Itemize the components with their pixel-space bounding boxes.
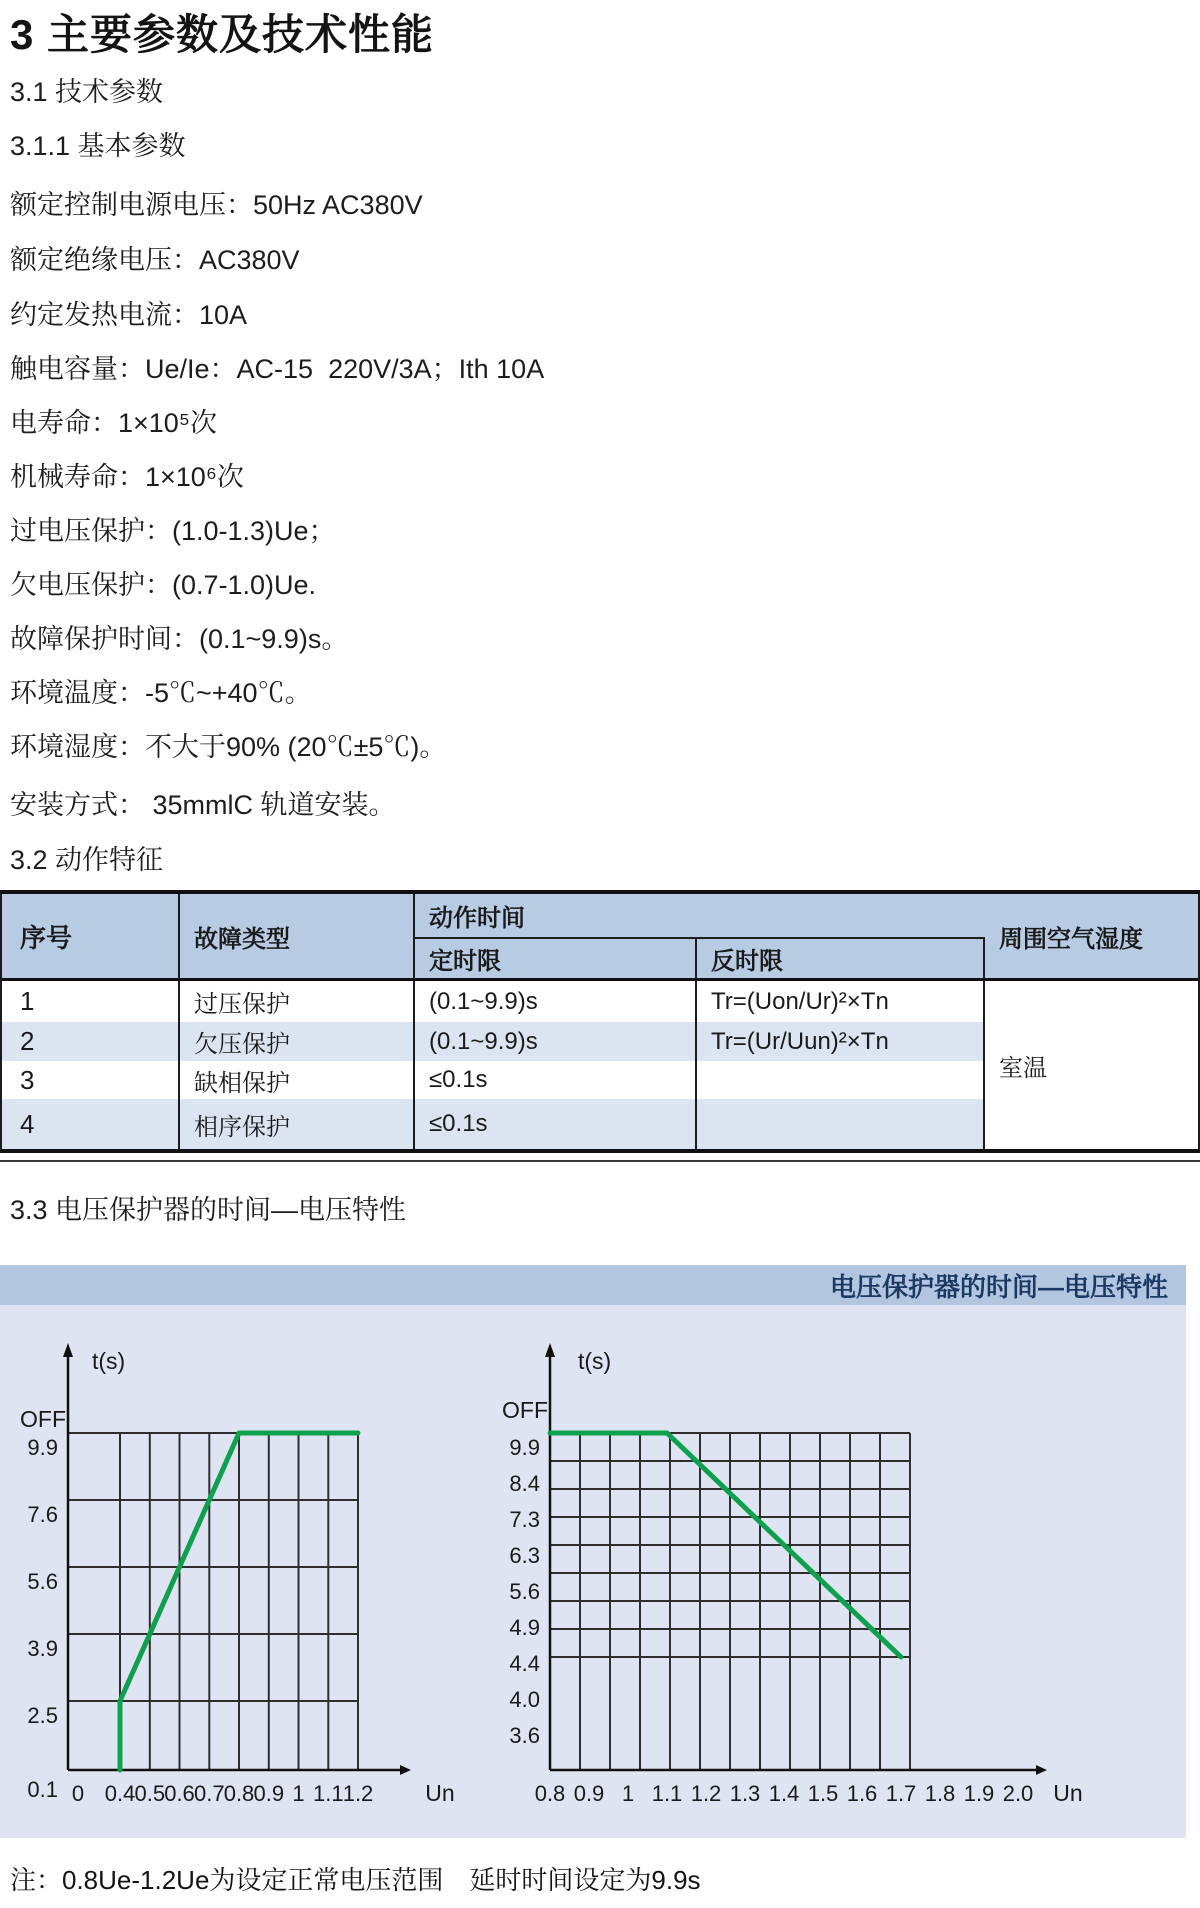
off-label: OFF [502,1397,548,1423]
y-tick-label: 4.9 [509,1615,540,1640]
spec-line: 额定控制电源电压：50Hz AC380V [10,190,423,220]
x-tick-label: 0.8 [223,1781,255,1806]
x-tick-label: 0.4 [104,1781,136,1806]
table-header-fault: 故障类型 [180,894,415,981]
spec-line: 额定绝缘电压：AC380V [10,245,300,275]
table-bottom-rule [0,1160,1200,1162]
spec-line: 触电容量：Ue/Ie：AC-15 220V/3A；Ith 10A [10,354,545,384]
table-header-action: 动作时间 [415,894,985,939]
chart-banner-title: 电压保护器的时间—电压特性 [829,1271,1168,1302]
y-axis-arrow [63,1343,73,1357]
table-cell-no: 1 [2,981,180,1022]
spec-line: 故障保护时间：(0.1~9.9)s。 [10,624,349,654]
table-cell-inverse: Tr=(Ur/Uun)²×Tn [697,1022,985,1061]
x-tick-label: 1.4 [768,1781,800,1806]
table-header-no: 序号 [2,894,180,981]
y-tick-label: 0.1 [27,1777,58,1802]
x-tick-label: 0.9 [573,1781,605,1806]
chart-banner [0,1265,1186,1305]
x-tick-label: 0 [71,1781,85,1806]
parameters-table [0,890,1200,1153]
x-tick-label: 0.9 [253,1781,285,1806]
table-cell-fixed: ≤0.1s [415,1061,697,1099]
y-tick-label: 8.4 [509,1471,540,1496]
x-tick-label: 0.5 [134,1781,166,1806]
table-header-fixed: 定时限 [415,939,697,981]
x-tick-label: 2.0 [1002,1781,1034,1806]
y-axis-title: t(s) [92,1348,126,1374]
section-3-3-title: 3.3 电压保护器的时间—电压特性 [10,1195,407,1225]
table-cell-fixed: (0.1~9.9)s [415,1022,697,1061]
spec-line: 机械寿命：1×10⁶次 [10,462,244,492]
y-axis-arrow [545,1343,555,1357]
x-tick-label: 1.1 [651,1781,683,1806]
spec-line: 电寿命：1×10⁵次 [10,408,218,438]
overvoltage-chart [480,1305,1200,1838]
x-tick-label: 1.8 [924,1781,956,1806]
table-cell-no: 4 [2,1099,180,1149]
spec-line: 欠电压保护：(0.7-1.0)Ue. [10,570,317,600]
x-tick-label: 1.5 [807,1781,839,1806]
spec-line: 过电压保护：(1.0-1.3)Ue； [10,516,336,546]
y-tick-label: 5.6 [509,1579,540,1604]
x-tick-label: 1.9 [963,1781,995,1806]
section-3-1-1-title: 3.1.1 基本参数 [10,131,186,161]
x-tick-label: 1.7 [885,1781,917,1806]
table-cell-fault: 过压保护 [180,981,415,1022]
y-tick-label: 4.0 [509,1687,540,1712]
x-tick-label: 1 [292,1781,305,1806]
x-axis-arrow [400,1765,411,1775]
table-cell-no: 3 [2,1061,180,1099]
spec-line: 安装方式： 35mmlC 轨道安装。 [10,790,396,820]
table-header-ambient: 周围空气湿度 [985,894,1198,981]
x-tick-label: 0.6 [164,1781,195,1806]
y-tick-label: 6.3 [509,1543,540,1568]
y-tick-label: 4.4 [509,1651,540,1676]
x-tick-label: 1.2 [342,1781,374,1806]
y-tick-label: 7.6 [27,1502,58,1527]
table-cell-ambient-value: 室温 [999,1054,1047,1082]
section-3-2-title: 3.2 动作特征 [10,845,164,875]
y-tick-label: 5.6 [27,1569,58,1594]
x-tick-label: 1.3 [729,1781,761,1806]
x-tick-label: 1.6 [846,1781,878,1806]
x-tick-label: 1.1 [313,1781,344,1806]
y-tick-label: 2.5 [27,1703,58,1728]
table-cell-fixed: (0.1~9.9)s [415,981,697,1022]
x-tick-label: 1 [621,1781,635,1806]
section-3-1-title: 3.1 技术参数 [10,77,164,107]
y-axis-title: t(s) [578,1348,612,1374]
table-cell-fixed: ≤0.1s [415,1099,697,1149]
table-cell-inverse [697,1099,985,1149]
footnote: 注：0.8Ue-1.2Ue为设定正常电压范围 延时时间设定为9.9s [10,1865,701,1895]
y-tick-label: 7.3 [509,1507,540,1532]
table-cell-fault: 欠压保护 [180,1022,415,1061]
table-cell-no: 2 [2,1022,180,1061]
table-cell-inverse [697,1061,985,1099]
table-header-inverse: 反时限 [697,939,985,981]
undervoltage-chart [0,1305,480,1838]
table-cell-fault: 缺相保护 [180,1061,415,1099]
un-label: Un [425,1780,455,1806]
y-tick-label: 9.9 [509,1435,540,1460]
page-title: 3 主要参数及技术性能 [10,11,435,58]
y-tick-label: 9.9 [27,1435,58,1460]
un-label: Un [1053,1780,1083,1806]
y-tick-label: 3.6 [509,1723,540,1748]
y-tick-label: 3.9 [27,1636,58,1661]
spec-line: 约定发热电流：10A [10,300,248,330]
chart-area [0,1305,1186,1838]
x-axis-arrow [1036,1765,1047,1775]
table-cell-fault: 相序保护 [180,1099,415,1149]
x-tick-label: 0.7 [194,1781,225,1806]
spec-line: 环境湿度：不大于90% (20℃±5℃)。 [10,732,447,762]
off-label: OFF [20,1406,66,1432]
x-tick-label: 1.2 [690,1781,722,1806]
spec-line: 环境温度：-5℃~+40℃。 [10,678,312,708]
x-tick-label: 0.8 [534,1781,566,1806]
table-cell-inverse: Tr=(Uon/Ur)²×Tn [697,981,985,1022]
